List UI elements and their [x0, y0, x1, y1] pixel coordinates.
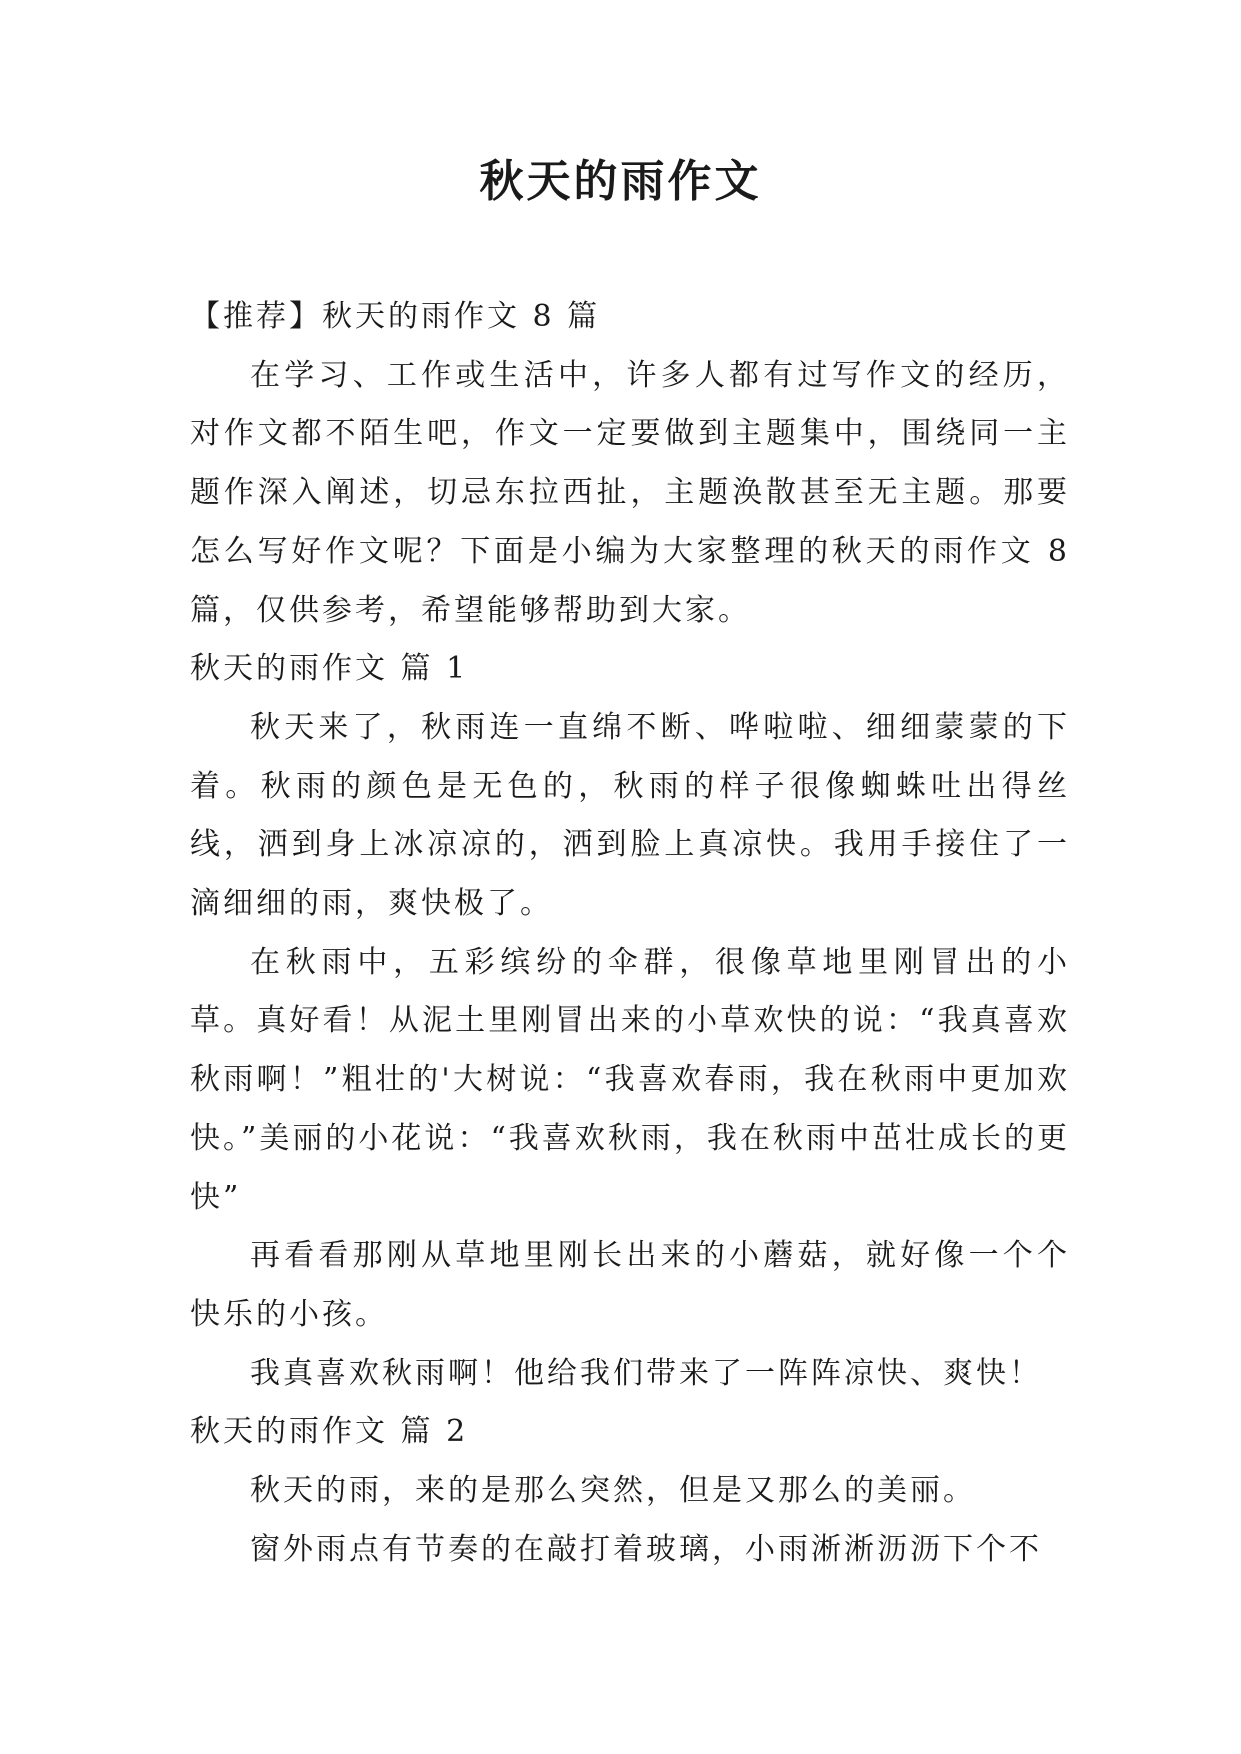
paragraph: 再看看那刚从草地里刚长出来的小蘑菇，就好像一个个快乐的小孩。	[190, 1238, 1070, 1332]
paragraph: 在秋雨中，五彩缤纷的伞群，很像草地里刚冒出的小草。真好看！从泥土里刚冒出来的小草欢快的说：“我真喜欢秋雨啊！”粗壮的'大树说：“我喜欢春雨，我在秋雨中更加欢快。”美丽的小花说：“我喜欢秋雨，我在秋雨中茁壮成长的更快”	[190, 944, 1070, 1215]
section-heading-1: 秋天的雨作文 篇 1	[190, 651, 469, 687]
paragraph: 秋天的雨，来的是那么突然，但是又那么的美丽。	[250, 1473, 976, 1509]
intro-paragraph: 在学习、工作或生活中，许多人都有过写作文的经历，对作文都不陌生吧，作文一定要做到主题集中，围绕同一主题作深入阐述，切忌东拉西扯，主题涣散甚至无主题。那要怎么写好作文呢？下面是小编为大家整理的秋天的雨作文 8 篇，仅供参考，希望能够帮助到大家。	[190, 357, 1070, 628]
paragraph: 窗外雨点有节奏的在敲打着玻璃，小雨淅淅沥沥下个不	[250, 1531, 1042, 1567]
section-heading-2: 秋天的雨作文 篇 2	[190, 1414, 469, 1450]
paragraph: 秋天来了，秋雨连一直绵不断、哗啦啦、细细蒙蒙的下着。秋雨的颜色是无色的，秋雨的样子很像蜘蛛吐出得丝线，洒到身上冰凉凉的，洒到脸上真凉快。我用手接住了一滴细细的雨，爽快极了。	[190, 709, 1070, 922]
document-body	[190, 288, 1070, 1579]
article-heading: 【推荐】秋天的雨作文 8 篇	[190, 299, 601, 334]
page-title: 秋天的雨作文	[479, 156, 762, 207]
paragraph: 我真喜欢秋雨啊！他给我们带来了一阵阵凉快、爽快！	[250, 1355, 1042, 1391]
